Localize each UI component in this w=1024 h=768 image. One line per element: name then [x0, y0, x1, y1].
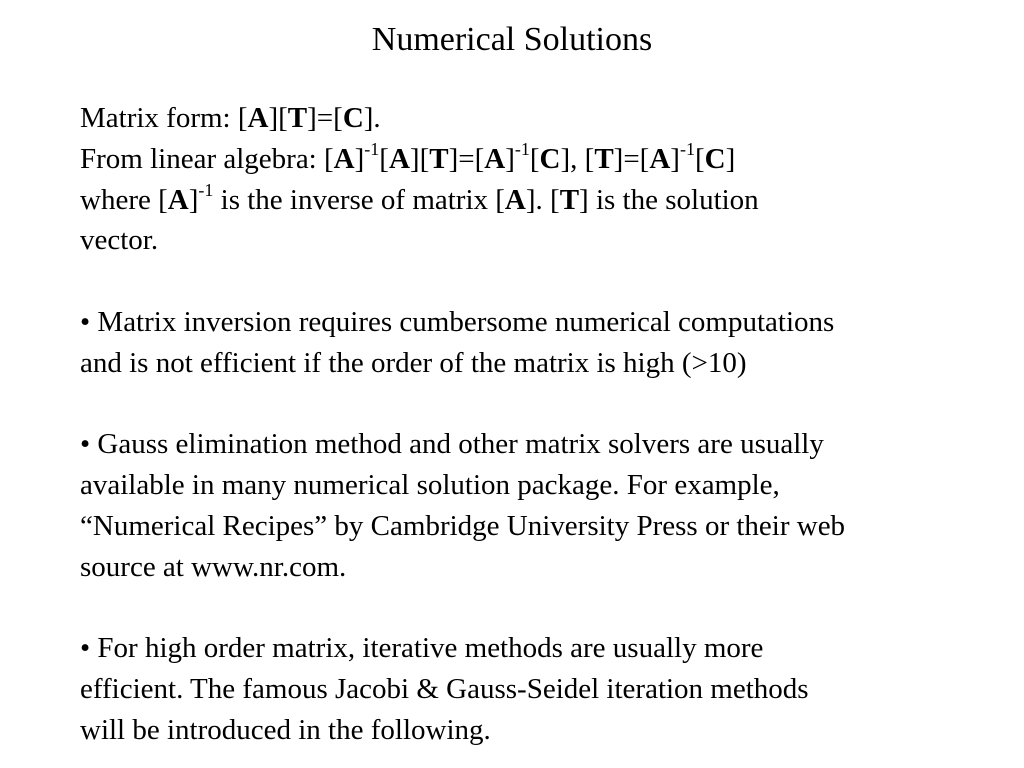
vector-line: vector. [80, 224, 159, 257]
text-segment: ] [505, 142, 515, 175]
matrix-symbol-a: A [388, 142, 410, 175]
inverse-exponent: -1 [514, 139, 530, 160]
bullet-gauss-elimination-line-4: source at www.nr.com. [80, 550, 347, 583]
text-segment: where [ [80, 183, 168, 216]
text-segment: ] is the solution [579, 183, 759, 216]
bullet-iterative-methods-line-2: efficient. The famous Jacobi & Gauss-Seidel iteration methods [80, 673, 809, 706]
text-segment: is the inverse of matrix [ [213, 183, 505, 216]
matrix-symbol-a: A [484, 142, 506, 175]
bullet-matrix-inversion-line-2: and is not efficient if the order of the matrix is high (>10) [80, 346, 747, 379]
matrix-symbol-t: T [429, 142, 449, 175]
bullet-iterative-methods-line-1: • For high order matrix, iterative methods are usually more [80, 632, 764, 665]
text-segment: [ [694, 142, 705, 175]
matrix-symbol-a: A [504, 183, 526, 216]
matrix-symbol-t: T [559, 183, 580, 216]
text-segment: ][ [409, 142, 430, 175]
matrix-form-line [80, 98, 1000, 139]
spacer [80, 588, 1000, 629]
where-line [80, 180, 1000, 221]
slide-body [80, 98, 1000, 751]
matrix-symbol-a: A [167, 183, 189, 216]
slide-title: Numerical Solutions [371, 21, 653, 58]
text-segment: ]=[ [448, 142, 485, 175]
bullet-matrix-inversion-line-1: • Matrix inversion requires cumbersome numerical computations [80, 305, 835, 338]
text-segment: ], [ [560, 142, 595, 175]
matrix-symbol-t: T [287, 102, 308, 134]
matrix-symbol-a: A [247, 102, 269, 134]
bullet-gauss-elimination-line-1: • Gauss elimination method and other matrix solvers are usually [80, 428, 824, 461]
text-segment: ]. [ [525, 183, 560, 216]
text-segment: [ [379, 142, 389, 175]
inverse-exponent: -1 [679, 139, 695, 160]
inverse-exponent: -1 [364, 139, 380, 160]
matrix-symbol-c: C [539, 142, 561, 175]
bullet-gauss-elimination-line-3: “Numerical Recipes” by Cambridge University Press or their web [80, 509, 846, 542]
matrix-symbol-c: C [704, 142, 726, 175]
matrix-symbol-a: A [333, 142, 355, 175]
matrix-symbol-t: T [594, 142, 614, 175]
text-segment: ] [354, 142, 365, 175]
text-segment: ] [188, 183, 199, 216]
matrix-symbol-c: C [342, 102, 364, 134]
spacer [80, 261, 1000, 302]
text-segment: ][ [268, 102, 288, 134]
text-segment: ]=[ [307, 102, 343, 134]
matrix-symbol-a: A [649, 142, 671, 175]
bullet-gauss-elimination-line-2: available in many numerical solution package. For example, [80, 469, 780, 502]
linear-algebra-line [80, 139, 1000, 180]
text-segment: ]. [363, 102, 381, 134]
text-segment: ] [670, 142, 680, 175]
text-segment: From linear algebra: [ [80, 142, 334, 175]
text-segment: Matrix form: [ [80, 102, 248, 134]
inverse-exponent: -1 [198, 179, 214, 200]
text-segment: [ [529, 142, 540, 175]
bullet-iterative-methods-line-3: will be introduced in the following. [80, 713, 491, 746]
spacer [80, 384, 1000, 425]
text-segment: ] [725, 142, 736, 175]
text-segment: ]=[ [613, 142, 650, 175]
